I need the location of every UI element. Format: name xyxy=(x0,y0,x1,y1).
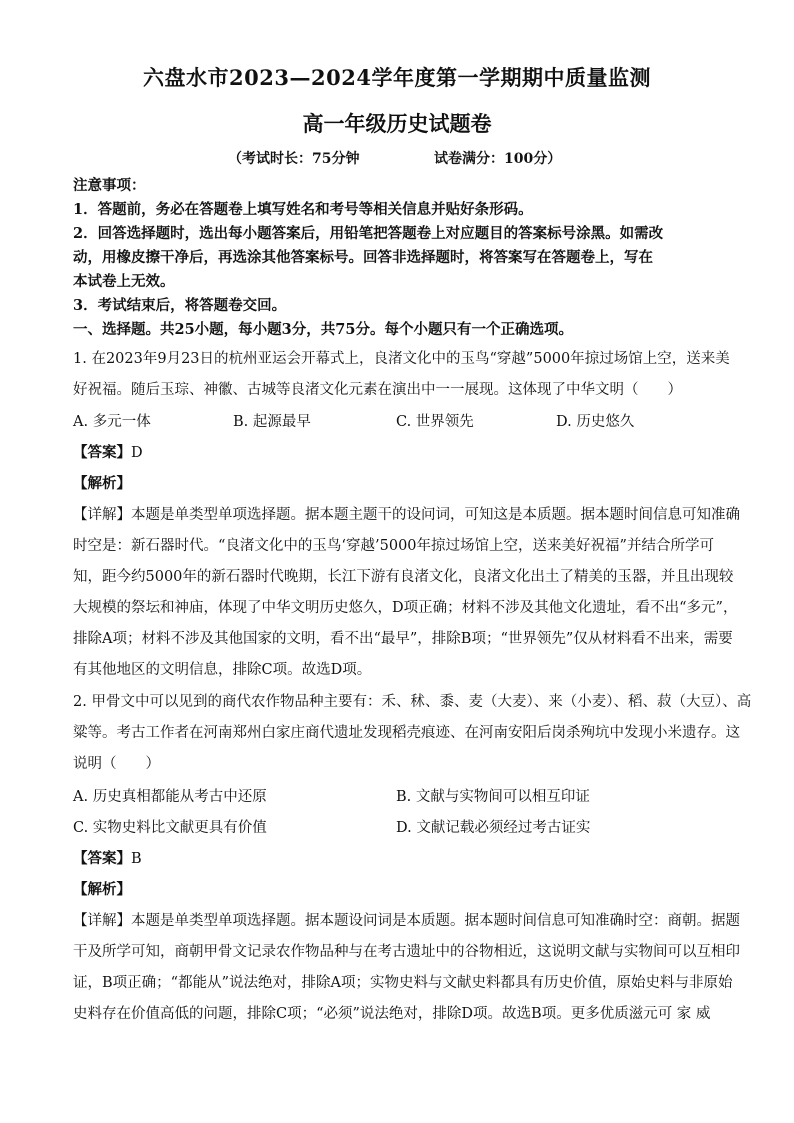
q2-detail-line-4: 史料存在价值高低的问题，排除C项；“必须”说法绝对，排除D项。故选B项。更多优质滋元可 家 威 xyxy=(73,1006,711,1022)
q1-answer-tag: 【答案】 xyxy=(73,444,131,461)
q1-detail-line-4: 大规模的祭坛和神庙，体现了中华文明历史悠久，D项正确；材料不涉及其他文化遗址，看不出“多元”， xyxy=(73,600,738,616)
q2-option-a: A. 历史真相都能从考古中还原 xyxy=(73,789,267,805)
notes-heading: 注意事项： xyxy=(73,177,146,194)
q2-detail-line-1: 【详解】本题是单类型单项选择题。据本题设问词是本质题。据本题时间信息可知准确时空：商朝。据题 xyxy=(73,913,740,929)
q2-detail-line-2: 干及所学可知，商朝甲骨文记录农作物品种与在考古遗址中的谷物相近，这说明文献与实物间可以互相印 xyxy=(73,944,740,960)
q1-option-c: C. 世界领先 xyxy=(396,414,474,430)
q2-answer-tag: 【答案】 xyxy=(73,850,131,867)
q2-detail-line-3: 证，B项正确；“都能从”说法绝对，排除A项；实物史料与文献史料都具有历史价值，原始史料与非原始 xyxy=(73,975,733,991)
q1-detail-line-5: 排除A项；材料不涉及其他国家的文明，看不出“最早”，排除B项；“世界领先”仅从材料看不出来，需要 xyxy=(73,631,733,647)
q1-stem-line-2: 好祝福。随后玉琮、神徽、古城等良渚文化元素在演出中一一展现。这体现了中华文明（ ） xyxy=(73,382,682,398)
page-title: 六盘水市2023—2024学年度第一学期期中质量监测 xyxy=(143,65,651,90)
q2-stem-line-1: 2. 甲骨文中可以见到的商代农作物品种主要有：禾、秫、黍、麦（大麦）、来（小麦）、稻、菽（大豆）、高 xyxy=(73,694,752,710)
q1-option-d: D. 历史悠久 xyxy=(556,414,635,430)
q2-analysis-label: 【解析】 xyxy=(73,881,131,898)
q2-analysis-tag xyxy=(73,878,131,899)
q2-answer xyxy=(73,847,142,868)
q1-option-b: B. 起源最早 xyxy=(233,414,311,430)
q2-answer-value: B xyxy=(131,851,142,867)
note-2-line-2: 动，用橡皮擦干净后，再选涂其他答案标号。回答非选择题时，将答案写在答题卷上，写在 xyxy=(73,249,653,266)
q1-detail-line-2: 时空是：新石器时代。“良渚文化中的玉鸟‘穿越’5000年掠过场馆上空，送来美好祝福”并结合所学可 xyxy=(73,538,714,554)
q2-stem-line-2: 粱等。考古工作者在河南郑州白家庄商代遗址发现稻壳痕迹、在河南安阳后岗杀殉坑中发现小米遗存。这 xyxy=(73,725,740,741)
q2-option-b: B. 文献与实物间可以相互印证 xyxy=(396,789,590,805)
q1-option-a: A. 多元一体 xyxy=(73,414,151,430)
q1-answer-value: D xyxy=(131,445,143,461)
q1-analysis-tag xyxy=(73,472,131,493)
q1-stem-line-1: 1. 在2023年9月23日的杭州亚运会开幕式上，良渚文化中的玉鸟“穿越”5000年掠过场馆上空，送来美 xyxy=(73,351,730,367)
q2-stem-line-3: 说明（ ） xyxy=(73,756,160,772)
note-1: 1．答题前，务必在答题卷上填写姓名和考号等相关信息并贴好条形码。 xyxy=(73,201,533,218)
note-2-line-3: 本试卷上无效。 xyxy=(73,273,175,290)
q2-option-d: D. 文献记载必须经过考古证实 xyxy=(396,820,591,836)
note-3: 3．考试结束后，将答题卷交回。 xyxy=(73,297,287,314)
q1-detail-line-1: 【详解】本题是单类型单项选择题。据本题主题干的设问词，可知这是本质题。据本题时间信息可知准确 xyxy=(73,507,740,523)
note-2-line-1: 2．回答选择题时，选出每小题答案后，用铅笔把答题卷上对应题目的答案标号涂黑。如需改 xyxy=(73,225,664,242)
q1-analysis-label: 【解析】 xyxy=(73,475,131,492)
exam-duration: （考试时长：75分钟 xyxy=(228,151,360,167)
q1-detail-line-6: 有其他地区的文明信息，排除C项。故选D项。 xyxy=(73,662,372,678)
q1-detail-line-3: 知，距今约5000年的新石器时代晚期，长江下游有良渚文化，良渚文化出土了精美的玉器，并且出现较 xyxy=(73,569,734,585)
exam-full-score: 试卷满分：100分） xyxy=(434,151,562,167)
q2-option-c: C. 实物史料比文献更具有价值 xyxy=(73,820,267,836)
section-heading: 一、选择题。共25小题，每小题3分，共75分。每个小题只有一个正确选项。 xyxy=(73,321,573,338)
page-subtitle: 高一年级历史试题卷 xyxy=(302,111,492,136)
q1-answer xyxy=(73,441,143,462)
